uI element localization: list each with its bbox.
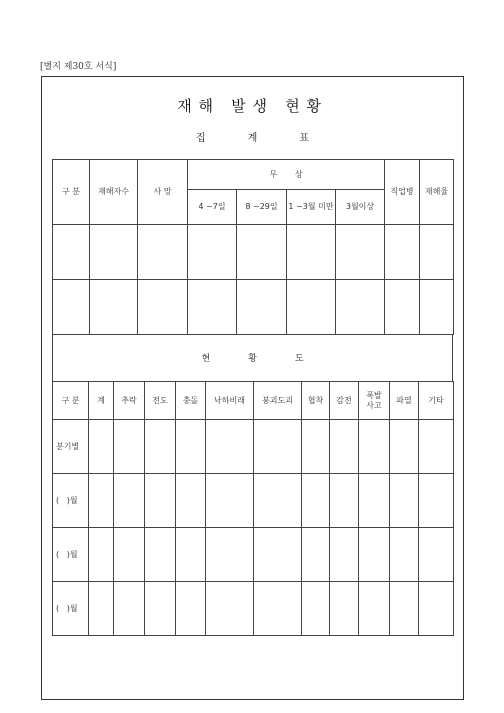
cell[interactable] bbox=[254, 474, 302, 528]
cell[interactable] bbox=[53, 225, 90, 280]
cell[interactable] bbox=[89, 582, 114, 636]
cell[interactable] bbox=[336, 280, 385, 335]
cell[interactable] bbox=[330, 528, 359, 582]
cell[interactable] bbox=[206, 420, 254, 474]
section2-title-char: 도 bbox=[294, 354, 304, 364]
cell[interactable] bbox=[114, 474, 145, 528]
cell[interactable] bbox=[359, 420, 390, 474]
detail-header-falling-object: 낙하비래 bbox=[206, 382, 254, 420]
cell[interactable] bbox=[145, 474, 176, 528]
cell[interactable] bbox=[390, 474, 419, 528]
section2-band bbox=[52, 334, 453, 381]
cell[interactable] bbox=[419, 474, 454, 528]
cell[interactable] bbox=[254, 582, 302, 636]
section2-title-char: 현 bbox=[201, 354, 211, 364]
detail-header-fall: 추락 bbox=[114, 382, 145, 420]
cell[interactable] bbox=[330, 420, 359, 474]
page-title: 재해 발생 현황 bbox=[177, 97, 328, 115]
cell[interactable] bbox=[176, 582, 206, 636]
cell[interactable] bbox=[206, 582, 254, 636]
cell[interactable] bbox=[254, 528, 302, 582]
cell[interactable] bbox=[90, 225, 138, 280]
cell[interactable] bbox=[176, 420, 206, 474]
row-label-month: ( )월 bbox=[53, 582, 89, 636]
subtitle-char: 집 bbox=[195, 133, 206, 144]
section2-title-char: 황 bbox=[248, 354, 257, 364]
subtitle-char: 계 bbox=[247, 133, 258, 144]
cell[interactable] bbox=[206, 528, 254, 582]
cell[interactable] bbox=[390, 528, 419, 582]
cell[interactable] bbox=[237, 280, 287, 335]
detail-header-overturn: 전도 bbox=[145, 382, 176, 420]
cell[interactable] bbox=[419, 420, 454, 474]
cell[interactable] bbox=[287, 225, 336, 280]
subheader-8-29-days: 8 ~29일 bbox=[237, 190, 287, 225]
cell[interactable] bbox=[359, 528, 390, 582]
header-occupational: 직업병 bbox=[385, 160, 420, 225]
cell[interactable] bbox=[90, 280, 138, 335]
subtitle bbox=[42, 129, 463, 144]
cell[interactable] bbox=[390, 420, 419, 474]
cell[interactable] bbox=[419, 582, 454, 636]
subheader-over-3-months: 3월이상 bbox=[336, 190, 385, 225]
cell[interactable] bbox=[138, 225, 188, 280]
detail-header-electric-shock: 감전 bbox=[330, 382, 359, 420]
header-division: 구 분 bbox=[53, 160, 90, 225]
cell[interactable] bbox=[359, 582, 390, 636]
cell[interactable] bbox=[114, 420, 145, 474]
cell[interactable] bbox=[114, 582, 145, 636]
row-label-month: ( )월 bbox=[53, 528, 89, 582]
cell[interactable] bbox=[330, 582, 359, 636]
subheader-1-3-months: 1 ~3월 미만 bbox=[287, 190, 336, 225]
cell[interactable] bbox=[89, 420, 114, 474]
subtitle-char: 표 bbox=[299, 133, 309, 144]
cell[interactable] bbox=[420, 280, 454, 335]
cell[interactable] bbox=[145, 420, 176, 474]
row-label-quarterly: 분기별 bbox=[53, 420, 89, 474]
cell[interactable] bbox=[237, 225, 287, 280]
detail-header-other: 기타 bbox=[419, 382, 454, 420]
cell[interactable] bbox=[287, 280, 336, 335]
cell[interactable] bbox=[336, 225, 385, 280]
summary-table bbox=[52, 159, 454, 335]
cell[interactable] bbox=[302, 582, 330, 636]
cell[interactable] bbox=[114, 528, 145, 582]
section2-title bbox=[53, 351, 452, 364]
cell[interactable] bbox=[145, 582, 176, 636]
detail-header-collapse: 붕괴도괴 bbox=[254, 382, 302, 420]
detail-header-total: 계 bbox=[89, 382, 114, 420]
detail-header-caught: 협착 bbox=[302, 382, 330, 420]
cell[interactable] bbox=[176, 528, 206, 582]
cell[interactable] bbox=[89, 474, 114, 528]
cell[interactable] bbox=[138, 280, 188, 335]
header-rate: 재해율 bbox=[420, 160, 454, 225]
cell[interactable] bbox=[385, 280, 420, 335]
cell[interactable] bbox=[420, 225, 454, 280]
cell[interactable] bbox=[89, 528, 114, 582]
header-injury: 무 상 bbox=[188, 160, 385, 190]
cell[interactable] bbox=[330, 474, 359, 528]
cell[interactable] bbox=[302, 420, 330, 474]
header-victims: 재해자수 bbox=[90, 160, 138, 225]
detail-header-collision: 충돌 bbox=[176, 382, 206, 420]
detail-table bbox=[52, 381, 454, 636]
cell[interactable] bbox=[302, 528, 330, 582]
subheader-4-7-days: 4 ~7일 bbox=[188, 190, 237, 225]
cell[interactable] bbox=[188, 225, 237, 280]
cell[interactable] bbox=[145, 528, 176, 582]
detail-header-explosion: 폭발 사고 bbox=[359, 382, 390, 420]
cell[interactable] bbox=[254, 420, 302, 474]
form-code: [별지 제30호 서식] bbox=[40, 62, 117, 72]
cell[interactable] bbox=[385, 225, 420, 280]
cell[interactable] bbox=[206, 474, 254, 528]
form-frame bbox=[41, 76, 464, 700]
cell[interactable] bbox=[53, 280, 90, 335]
cell[interactable] bbox=[176, 474, 206, 528]
cell[interactable] bbox=[359, 474, 390, 528]
cell[interactable] bbox=[188, 280, 237, 335]
detail-header-rupture: 파열 bbox=[390, 382, 419, 420]
cell[interactable] bbox=[419, 528, 454, 582]
cell[interactable] bbox=[302, 474, 330, 528]
row-label-month: ( )월 bbox=[53, 474, 89, 528]
header-deaths: 사 망 bbox=[138, 160, 188, 225]
cell[interactable] bbox=[390, 582, 419, 636]
detail-header-division: 구 분 bbox=[53, 382, 89, 420]
